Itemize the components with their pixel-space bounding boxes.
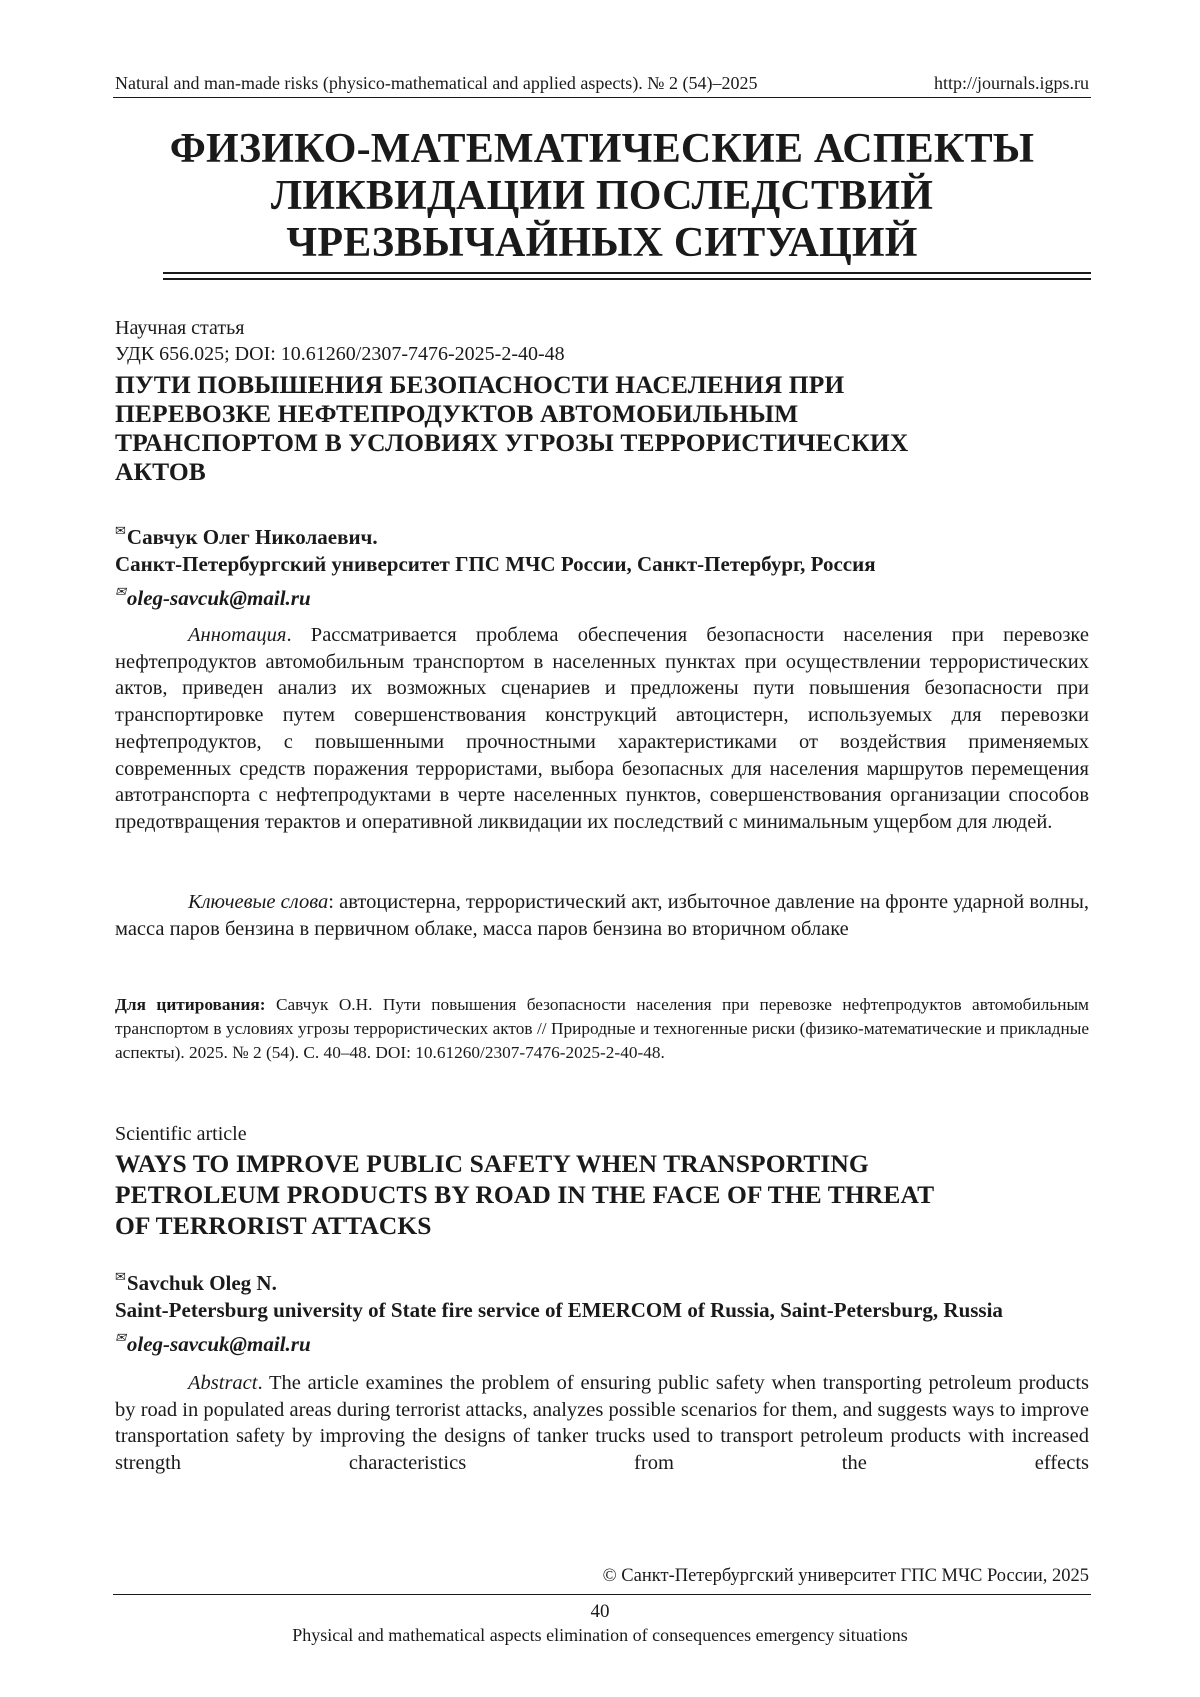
citation-text: Савчук О.Н. Пути повышения безопасности населения при перевозке нефтепродуктов автомобильным транспортом в условиях угрозы террористических актов // Природные и техногенные риски (физико-математические и прикладные аспекты). 2025. № 2 (54). С. 40–48. DOI: 10.61260/2307-7476-2025-2-40-48. <box>115 995 1089 1062</box>
title-line: АКТОВ <box>115 457 206 486</box>
abstract-label-en: Abstract <box>188 1372 258 1394</box>
section-rule-top <box>163 272 1091 274</box>
citation-label: Для цитирования: <box>115 995 266 1014</box>
affiliation-en: Saint-Petersburg university of State fire service of EMERCOM of Russia, Saint-Petersburg, Russia <box>115 1298 1003 1322</box>
citation <box>115 993 1089 1065</box>
title-line-en: PETROLEUM PRODUCTS BY ROAD IN THE FACE OF THE THREAT <box>115 1180 935 1209</box>
article-title-ru <box>115 370 1089 486</box>
title-line: ПЕРЕВОЗКЕ НЕФТЕПРОДУКТОВ АВТОМОБИЛЬНЫМ <box>115 399 799 428</box>
running-header <box>115 72 1089 94</box>
keywords-ru <box>115 889 1089 942</box>
title-line-en: OF TERRORIST ATTACKS <box>115 1211 432 1240</box>
section-title-line: ЛИКВИДАЦИИ ПОСЛЕДСТВИЙ <box>270 173 934 219</box>
abstract-text-ru: . Рассматривается проблема обеспечения безопасности населения при перевозке нефтепродуктов автомобильным транспортом в населенных пунктах при осуществлении террористических актов, приведен анализ их возможных сценариев и предложены пути повышения безопасности при транспортировке путем совершенствования конструкций автоцистерн, используемых для перевозки нефтепродуктов, с повышенными прочностными характеристиками от воздействия применяемых современных средств поражения террористами, выбора безопасных для населения маршрутов перемещения автотранспорта с нефтепродуктами в черте населенных пунктов, совершенствования организации способов предотвращения терактов и оперативной ликвидации их последствий с минимальным ущербом для людей. <box>115 624 1089 833</box>
title-line: ПУТИ ПОВЫШЕНИЯ БЕЗОПАСНОСТИ НАСЕЛЕНИЯ ПРИ <box>115 370 845 399</box>
title-line: ТРАНСПОРТОМ В УСЛОВИЯХ УГРОЗЫ ТЕРРОРИСТИЧЕСКИХ <box>115 428 909 457</box>
abstract-ru <box>115 622 1089 836</box>
author-name-en: ✉Savchuk Oleg N. <box>115 1269 277 1295</box>
keywords-label-ru: Ключевые слова <box>188 891 329 913</box>
affiliation-ru: Санкт-Петербургский университет ГПС МЧС России, Санкт-Петербург, Россия <box>115 552 876 576</box>
footer-journal-name: Physical and mathematical aspects elimination of consequences emergency situations <box>292 1625 908 1645</box>
abstract-label-ru: Аннотация <box>188 624 287 646</box>
article-type-en: Scientific article <box>115 1123 247 1145</box>
email-line-ru <box>115 578 1089 612</box>
email-link-en[interactable]: oleg-savcuk@mail.ru <box>126 1332 311 1356</box>
email-link-ru[interactable]: oleg-savcuk@mail.ru <box>126 586 311 610</box>
header-rule <box>113 97 1091 98</box>
section-title-line: ЧРЕЗВЫЧАЙНЫХ СИТУАЦИЙ <box>286 220 918 266</box>
author-name-ru: ✉Савчук Олег Николаевич. <box>115 523 378 549</box>
title-line-en: WAYS TO IMPROVE PUBLIC SAFETY WHEN TRANSPORTING <box>115 1149 869 1178</box>
copyright: © Санкт-Петербургский университет ГПС МЧС России, 2025 <box>602 1566 1089 1586</box>
article-type-ru: Научная статья <box>115 317 245 339</box>
page-number: 40 <box>590 1601 610 1622</box>
envelope-icon: ✉ <box>115 523 126 538</box>
journal-name: Natural and man-made risks (physico-mathematical and applied aspects). № 2 (54)–2025 <box>115 73 758 93</box>
section-title-line: ФИЗИКО-МАТЕМАТИЧЕСКИЕ АСПЕКТЫ <box>169 126 1035 172</box>
article-title-en <box>115 1148 1089 1241</box>
envelope-icon: ✉ <box>115 1330 126 1345</box>
envelope-icon: ✉ <box>115 1269 126 1284</box>
udk-doi: УДК 656.025; DOI: 10.61260/2307-7476-2025-2-40-48 <box>115 343 565 365</box>
author-block-ru <box>115 517 1089 612</box>
keywords-text-ru: : автоцистерна, террористический акт, избыточное давление на фронте ударной волны, масса паров бензина в первичном облаке, масса паров бензина во вторичном облаке <box>115 891 1089 940</box>
section-rule-bottom <box>163 278 1091 280</box>
journal-url[interactable]: http://journals.igps.ru <box>934 73 1089 93</box>
footer-rule <box>113 1594 1091 1595</box>
author-block-en <box>115 1263 1089 1358</box>
abstract-en <box>115 1370 1089 1477</box>
section-title <box>115 126 1089 267</box>
email-line-en <box>115 1324 1089 1358</box>
envelope-icon: ✉ <box>115 584 126 599</box>
abstract-text-en: . The article examines the problem of ensuring public safety when transporting petroleum products by road in populated areas during terrorist attacks, analyzes possible scenarios for them, and suggests ways to improve transportation safety by improving the designs of tanker trucks used to transport petroleum products with increased strength characteristics from the effects <box>115 1372 1089 1475</box>
